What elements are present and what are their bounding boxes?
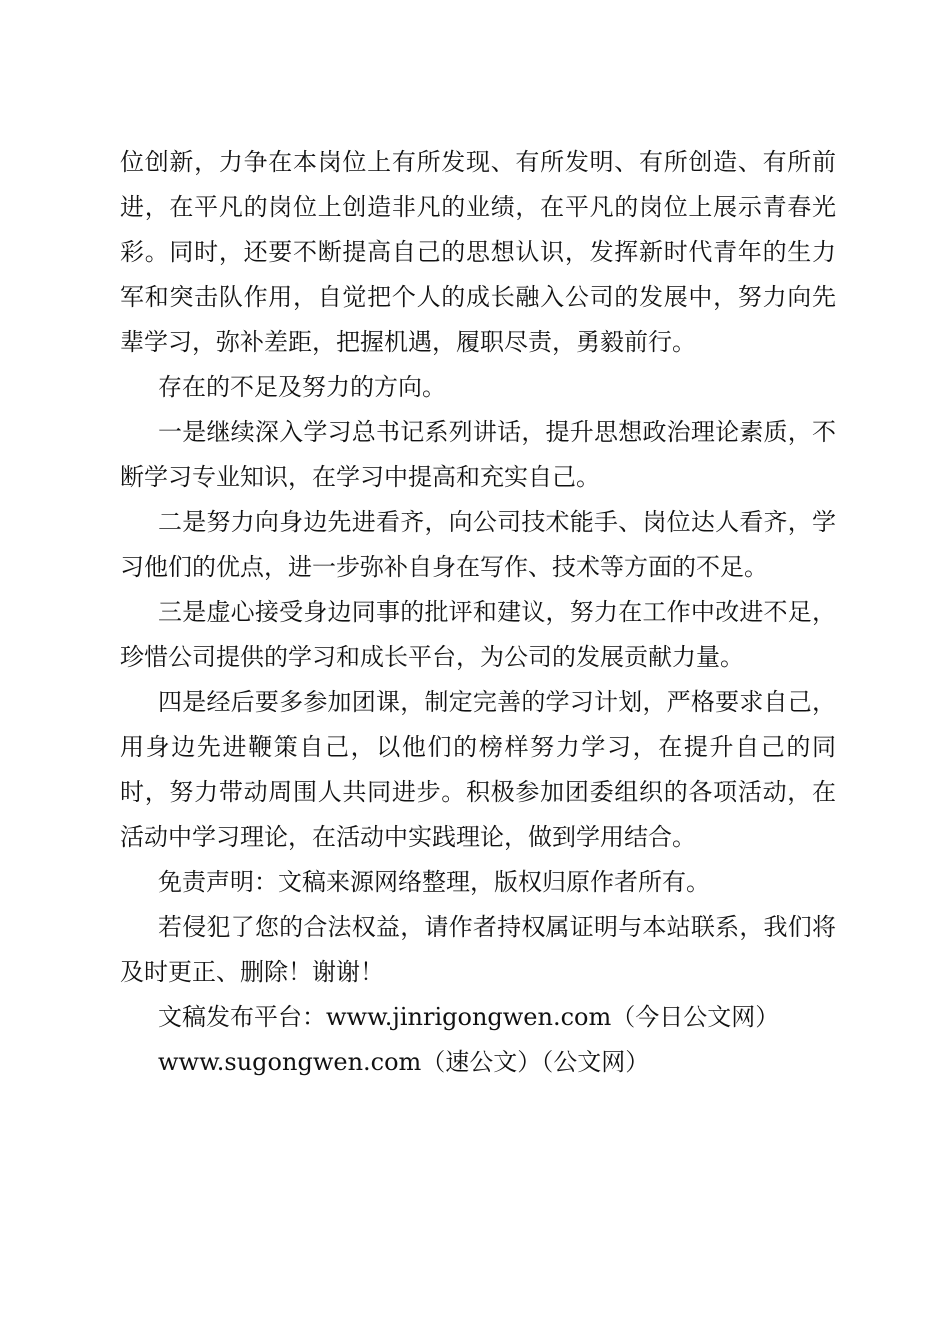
publish-platform-line-2: www.sugongwen.com（速公文）（公文网） (158, 1048, 650, 1076)
paragraph-continuation: 位创新，力争在本岗位上有所发现、有所发明、有所创造、有所前进，在平凡的岗位上创造非凡的业绩，在平凡的岗位上展示青春光彩。同时，还要不断提高自己的思想认识，发挥新时代青年的生力军和突击队作用，自觉把个人的成长融入公司的发展中，努力向先辈学习，弥补差距，把握机遇，履职尽责，勇毅前行。 (120, 148, 836, 356)
disclaimer-text: 免责声明：文稿来源网络整理，版权归原作者所有。 (158, 868, 710, 896)
infringement-notice: 若侵犯了您的合法权益，请作者持权属证明与本站联系，我们将及时更正、删除！谢谢！ (120, 913, 836, 986)
document-body (120, 140, 836, 1085)
publish-platform-line: 文稿发布平台：www.jinrigongwen.com（今日公文网） (158, 1003, 780, 1031)
paragraph-item-2: 二是努力向身边先进看齐，向公司技术能手、岗位达人看齐，学习他们的优点，进一步弥补自身在写作、技术等方面的不足。 (120, 508, 836, 581)
paragraph-item-1: 一是继续深入学习总书记系列讲话，提升思想政治理论素质，不断学习专业知识，在学习中提高和充实自己。 (120, 418, 836, 491)
paragraph-item-4: 四是经后要多参加团课，制定完善的学习计划，严格要求自己，用身边先进鞭策自己，以他们的榜样努力学习，在提升自己的同时，努力带动周围人共同进步。积极参加团委组织的各项活动，在活动中学习理论，在活动中实践理论，做到学用结合。 (120, 688, 836, 851)
paragraph-item-3: 三是虚心接受身边同事的批评和建议，努力在工作中改进不足，珍惜公司提供的学习和成长平台，为公司的发展贡献力量。 (120, 598, 836, 671)
paragraph-section-heading: 存在的不足及努力的方向。 (158, 373, 446, 401)
